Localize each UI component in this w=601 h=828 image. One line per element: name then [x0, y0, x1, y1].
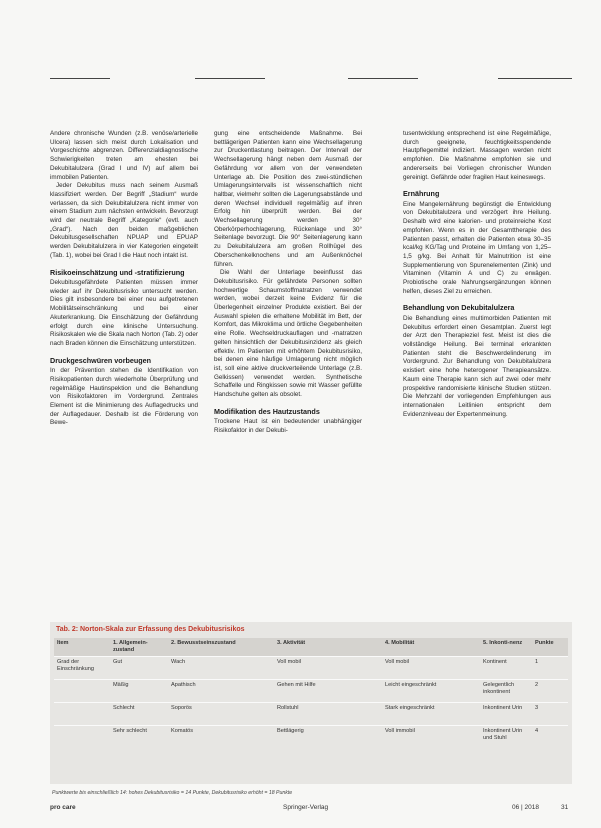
table-cell: Bettlägerig — [274, 726, 382, 749]
table-cell: Mäßig — [110, 680, 168, 703]
table-footnote: Punktwerte bis einschließlich 14: hohes Dekubitusrisiko = 14 Punkte, Dekubitusrisiko erhöht = 18 Punkte — [52, 790, 293, 796]
table-cell: Rollstuhl — [274, 703, 382, 726]
table-row-header — [54, 703, 110, 726]
paragraph: Jeder Dekubitus muss nach seinem Ausmaß klassifiziert werden. Der Begriff „Stadium“ wurde verlassen, da sich Dekubitalulzera nicht immer von einem Stadium zum nächsten entwickeln. Bevorzugt wird der neutrale Begriff „Kategorie“ (evtl. auch „Grad“). Nach den beiden maßgeblichen Dekubitusgesellschaften NPUAP und EPUAP werden Dekubitalulzera in vier Kategorien eingeteilt (Tab. 1), wobei bei Grad I die Haut noch intakt ist. — [50, 182, 198, 259]
table-cell: Kontinent — [480, 657, 532, 680]
table-cell: Stark eingeschränkt — [382, 703, 480, 726]
table-cell: Apathisch — [168, 680, 274, 703]
table-cell: Soporös — [168, 703, 274, 726]
table-row — [54, 726, 568, 749]
table-cell: 1 — [532, 657, 568, 680]
table-header-cell: 4. Mobilität — [382, 638, 480, 657]
table-cell: 4 — [532, 726, 568, 749]
table-cell: Gut — [110, 657, 168, 680]
table-cell: Gehen mit Hilfe — [274, 680, 382, 703]
paragraph: gung eine entscheidende Maßnahme. Bei bettlägerigen Patienten kann eine Wechsellagerung zur Druckentlastung beitragen. Der Intervall der Wechsellagerung hängt neben dem Ausmaß der Gefährdung vor allem von der verwendeten Unterlage ab. Die Position des zwei-stündlichen Umlagerungsintervalls ist wissenschaftlich nicht haltbar, vielmehr sollten die Lagerungsabstände und deren Wechsel individuell regelmäßig auf ihren Erfolg hin überprüft werden. Bei der Wechsellagerung werden 30° Oberkörperhochlagerung, Rückenlage und 30° Seitenlage bevorzugt. Die 90° Seitenlagerung kann zu Dekubitalulzera am großen Rollhügel des Oberschenkelknochens und am Außenknöchel führen. — [214, 130, 362, 268]
paragraph: Die Behandlung eines multimorbiden Patienten mit Dekubitus erfordert einen Gesamtplan. Zuerst legt der Arzt den Therapieziel fest. Meist ist dies die vollständige Heilung. Bei terminal erkrankten Patienten steht die Beschwerdelinderung im Vordergrund. Zur Behandlung von Dekubitalulzera existiert eine hohe heterogener Therapieansätze. Kaum eine Therapie kann sich auf zwei oder mehr prospektive randomisierte klinische Studien stützen. Die Mehrzahl der vorliegenden Empfehlungen aus internationalen Leitlinien entspricht dem Evidenzniveau der Expertenmeinung. — [403, 314, 551, 418]
section-heading: Druckgeschwüren vorbeugen — [50, 355, 152, 365]
table-header-row — [54, 638, 568, 657]
norton-scale-table — [54, 638, 568, 748]
table-cell: Voll immobil — [382, 726, 480, 749]
table-title — [56, 626, 245, 633]
table-row-header — [54, 680, 110, 703]
table-cell: Wach — [168, 657, 274, 680]
table-row — [54, 680, 568, 703]
paragraph: Die Wahl der Unterlage beeinflusst das Dekubitusrisiko. Für gefährdete Personen sollten hochwertige Schaumstoffmatratzen verwendet werden, wobei derzeit keine Evidenz für die Überlegenheit einzelner Produkte existiert. Bei der Auswahl spielen die erhaltene Mobilität im Bett, der Komfort, das Mikroklima und örtliche Gegebenheiten eine Rolle. Wechseldruckauflagen und -matratzen gelten hinsichtlich der Dekubitusinzidenz als gleich effektiv. Im Patienten mit erhöhtem Dekubitusrisiko, bei denen eine häufige Umlagerung nicht möglich ist, soll eine aktive druckverteilende Unterlage (z.B. Gelkissen) verwendet werden. Synthetische Schaffelle und Ringkissen sowie mit Wasser gefüllte Handschuhe gelten als obsolet. — [214, 269, 362, 399]
section-heading: Ernährung — [403, 189, 440, 199]
table-cell: 3 — [532, 703, 568, 726]
table-cell: Sehr schlecht — [110, 726, 168, 749]
table-title-text: Norton-Skala zur Erfassung des Dekubitusrisikos — [78, 626, 245, 633]
top-rule-3 — [348, 78, 418, 79]
table-header-cell: Punkte — [532, 638, 568, 657]
section-heading: Risikoeinschätzung und -stratifizierung — [50, 267, 185, 277]
text-column-3 — [403, 130, 551, 419]
text-column-1 — [50, 130, 198, 428]
table-cell: 2 — [532, 680, 568, 703]
table-row-header — [54, 726, 110, 749]
section-heading: Modifikation des Hautzustands — [214, 406, 320, 416]
table-cell: Inkontinent Urin — [480, 703, 532, 726]
table-header-cell: 2. Bewusstseinszustand — [168, 638, 274, 657]
table-header-cell: 3. Aktivität — [274, 638, 382, 657]
table-cell: Schlecht — [110, 703, 168, 726]
table-title-prefix: Tab. 2: — [56, 626, 79, 633]
table-row-header: Grad der Einschränkung — [54, 657, 110, 680]
footer-publisher: Springer-Verlag — [283, 804, 329, 811]
table-body — [54, 657, 568, 749]
paragraph: tusentwicklung entsprechend ist eine Regelmäßige, durch geeignete, feuchtigkeitsspendende Hautpflegemittel indiziert. Massagen werden nicht empfohlen. Die Maßnahme empfohlen sie und andererseits bei Vorliegen chronischer Wunden gereinigt. Gefährde oder fragilen Haut keineswegs. — [403, 130, 551, 181]
table-cell: Leicht eingeschränkt — [382, 680, 480, 703]
table-header-cell: 1. Allgemein-zustand — [110, 638, 168, 657]
table-cell: Komatös — [168, 726, 274, 749]
table-header-cell: 5. Inkonti-nenz — [480, 638, 532, 657]
footer-issue: 06 | 2018 — [512, 804, 539, 811]
table-row — [54, 657, 568, 680]
footer-journal: pro care — [50, 804, 76, 811]
paragraph: Andere chronische Wunden (z.B. venöse/arterielle Ulcera) lassen sich meist durch Lokalisation und Vorgeschichte abgrenzen. Differenzialdiagnostische Schwierigkeiten treten am ehesten bei Dekubitalulzera (Grad I und IV) auf allem bei immobilen Patienten. — [50, 130, 198, 181]
table-cell: Gelegentlich inkontinent — [480, 680, 532, 703]
top-rule-1 — [50, 78, 110, 79]
paragraph: In der Prävention stehen die Identifikation von Risikopatienten durch wiederholte Überprüfung und regelmäßige Hautinspektion und die Behandlung von Risikofaktoren im Vordergrund. Zentrales Element ist die Minimierung des Auflagedrucks und der Auflagedauer. Deshalb ist die Förderung von Bewe- — [50, 367, 198, 427]
top-rule-4 — [498, 78, 572, 79]
table-header-cell: Item — [54, 638, 110, 657]
table-cell: Voll mobil — [382, 657, 480, 680]
text-column-2 — [214, 130, 362, 436]
page-number: 31 — [561, 804, 569, 811]
norton-scale-table-box — [50, 622, 572, 784]
table-cell: Voll mobil — [274, 657, 382, 680]
top-rule-2 — [195, 78, 265, 79]
paragraph: Dekubitusgefährdete Patienten müssen immer wieder auf ihr Dekubitusrisiko untersucht werden. Dies gilt insbesondere bei einer neu aufgetretenen Mobilitätseinschränkung und bei einer Akuterkrankung. Die Einschätzung der Gefährdung erfolgt durch eine klinische Untersuchung. Risikoskalen wie die Skala nach Norton (Tab. 2) oder nach Braden können die Einschätzung unterstützen. — [50, 279, 198, 347]
table-row — [54, 703, 568, 726]
paragraph: Trockene Haut ist ein bedeutender unabhängiger Risikofaktor in der Dekubi- — [214, 418, 362, 434]
paragraph: Eine Mangelernährung begünstigt die Entwicklung von Dekubitalulzera und verzögert ihre Heilung. Deshalb wird eine kalorien- und proteinreiche Kost empfohlen. Wenn es in der Gesamttherapie des Patienten passt, erhalten die Patienten etwa 30–35 kcal/kg KG/Tag und Proteine im Umfang von 1,25–1,5 g/kg. Bei Anhalt für Malnutrition ist eine Supplementierung von Spurenelementen (Zink) und Vitaminen (Vitamin A und C) zu erwägen. Probiotische orale Nahrungsergänzungen können helfen, dieses Ziel zu erreichen. — [403, 200, 551, 295]
table-cell: Inkontinent Urin und Stuhl — [480, 726, 532, 749]
section-heading: Behandlung von Dekubitalulzera — [403, 303, 515, 313]
